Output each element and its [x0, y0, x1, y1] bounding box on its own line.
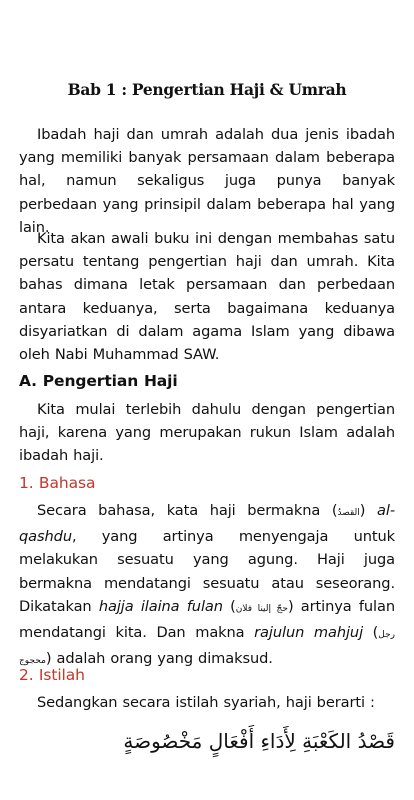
subheading-bahasa: 1. Bahasa [19, 474, 96, 492]
italic-term-hajja: hajja ilaina fulan [98, 597, 223, 615]
italic-term-mahjuj: rajulun mahjuj [254, 624, 364, 642]
arabic-term-hajja: حجّ إلينا فلان [235, 603, 288, 614]
arabic-term-alqashdu: القصدُ [337, 508, 360, 518]
text-run: ( [363, 624, 379, 642]
text-run: ) adalah orang yang dimaksud. [45, 650, 273, 668]
intro-paragraph-2: Kita akan awali buku ini dengan membahas satu persatu tentang pengertian haji dan umrah. Kita bahas dimana letak persamaan dan perbedaan antara keduanya, serta bagaimana keduanya disyariatkan di dalam agama Islam yang dibawa oleh Nabi Muhammad SAW. [19, 230, 395, 364]
arabic-term-mahjuj: رجل محجوج [19, 630, 395, 667]
text-run: Secara bahasa, kata haji bermakna ( [37, 502, 338, 519]
intro-paragraph-1: Ibadah haji dan umrah adalah dua jenis ibadah yang memiliki banyak persamaan dalam beberapa hal, namun sekaligus juga punya banyak perbedaan yang prinsipil dalam beberapa hal yang lain. [19, 126, 395, 236]
text-run: , yang artinya menyengaja untuk melakukan sesuatu yang agung. Haji juga bermakna mendatangi sesuatu atau seseorang. Dikatakan [19, 528, 395, 615]
arabic-definition: قَصْدُ الكَعْبَةِ لِأَدَاءِ أَفْعَالٍ مَخْصُوصَةٍ [123, 729, 395, 753]
bahasa-paragraph [19, 499, 395, 673]
text-run: ) artinya fulan mendatangi kita. Dan makna [19, 597, 395, 642]
istilah-paragraph: Sedangkan secara istilah syariah, haji berarti : [37, 694, 375, 711]
italic-term-alqashdu: al-qashdu [19, 502, 395, 546]
chapter-title: Bab 1 : Pengertian Haji & Umrah [67, 80, 347, 99]
subheading-istilah: 2. Istilah [19, 666, 85, 684]
haji-intro-paragraph: Kita mulai terlebih dahulu dengan pengertian haji, karena yang merupakan rukun Islam adalah ibadah haji. [19, 401, 395, 465]
text-run: ( [222, 597, 236, 615]
section-heading-pengertian-haji: A. Pengertian Haji [19, 372, 178, 390]
text-run: ) [359, 502, 378, 519]
